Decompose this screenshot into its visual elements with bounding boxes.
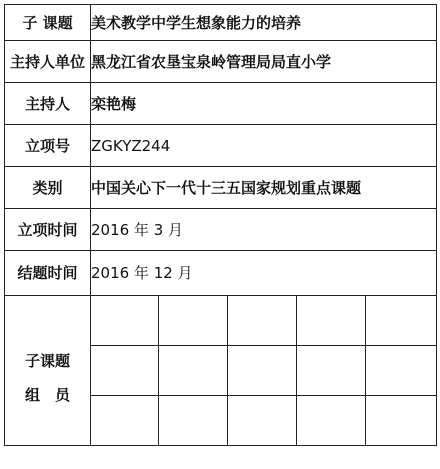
member-cell: [297, 346, 366, 396]
completion-time-label: 结题时间: [5, 251, 91, 296]
member-cell: [228, 296, 297, 346]
category-label: 类别: [5, 167, 91, 209]
host-label: 主持人: [5, 83, 91, 125]
host-value: 栾艳梅: [91, 83, 437, 125]
member-cell: [297, 296, 366, 346]
member-cell: [228, 346, 297, 396]
subtopic-value: 美术教学中学生想象能力的培养: [91, 5, 437, 41]
host-unit-label: 主持人单位: [5, 41, 91, 83]
member-cell: [91, 296, 159, 346]
row-project-number: [5, 125, 437, 167]
member-cell: [366, 396, 437, 446]
member-cell: [159, 396, 228, 446]
subtopic-label: 子 课题: [5, 5, 91, 41]
member-cell: [297, 396, 366, 446]
member-cell: [159, 346, 228, 396]
row-approval-time: [5, 209, 437, 251]
row-host: [5, 83, 437, 125]
approval-time-label: 立项时间: [5, 209, 91, 251]
member-cell: [159, 296, 228, 346]
project-info-table: [4, 4, 437, 446]
row-category: [5, 167, 437, 209]
row-subtopic: [5, 5, 437, 41]
members-label-line1: 子课题: [24, 351, 70, 370]
row-completion-time: [5, 251, 437, 296]
row-members-1: [5, 296, 437, 346]
members-label: [5, 296, 91, 446]
category-value: 中国关心下一代十三五国家规划重点课题: [91, 167, 437, 209]
completion-time-value: 2016 年 12 月: [91, 251, 437, 296]
member-cell: [228, 396, 297, 446]
member-cell: [366, 346, 437, 396]
project-number-value: ZGKYZ244: [91, 125, 437, 167]
member-cell: [366, 296, 437, 346]
host-unit-value: 黑龙江省农垦宝泉岭管理局局直小学: [91, 41, 437, 83]
row-host-unit: [5, 41, 437, 83]
project-number-label: 立项号: [5, 125, 91, 167]
member-cell: [91, 346, 159, 396]
approval-time-value: 2016 年 3 月: [91, 209, 437, 251]
members-label-line2: 组 员: [24, 385, 70, 404]
member-cell: [91, 396, 159, 446]
